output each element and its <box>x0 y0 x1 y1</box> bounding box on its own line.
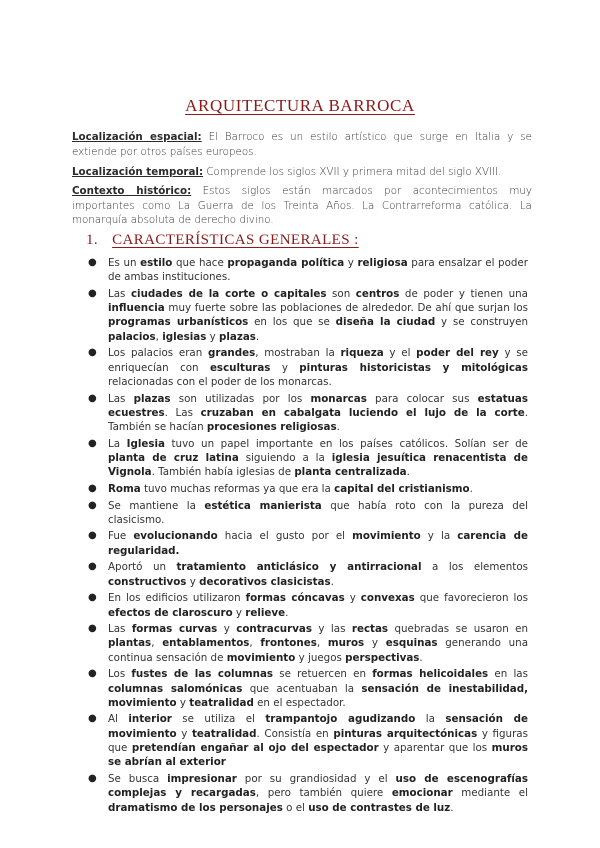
bullet-text: se utiliza el <box>171 713 266 726</box>
bullet-text: que favorecieron los <box>414 592 528 605</box>
bullet-text: . <box>406 466 410 479</box>
bold-term: procesiones religiosas <box>206 421 337 434</box>
list-item <box>72 256 528 285</box>
bold-term: poder del rey <box>416 347 499 360</box>
intro-text: Comprende los siglos XVII y primera mitad del siglo XVIII. <box>203 166 502 178</box>
bullet-text: siguiendo a la <box>238 452 332 465</box>
bullet-text: y juegos <box>295 651 346 664</box>
bullet-dot-icon: ● <box>88 772 97 784</box>
bullet-text: hacia el gusto por el <box>217 530 353 543</box>
bullet-text: son utilizadas por los <box>170 392 311 405</box>
list-item <box>72 712 528 769</box>
bold-term: pinturas arquitectónicas <box>333 727 478 740</box>
bullet-dot-icon: ● <box>88 482 97 494</box>
bold-term: uso de contrastes de luz <box>308 801 451 814</box>
bullet-text: y <box>186 575 200 588</box>
bullet-text: , <box>151 637 163 650</box>
bullet-text: que hace <box>172 257 228 269</box>
intro-label: Localización temporal: <box>72 166 204 178</box>
bullet-text: y <box>344 592 361 605</box>
list-item <box>72 437 528 480</box>
bullet-text: mediante el <box>452 787 528 800</box>
intro-spatial <box>72 130 532 159</box>
bold-term: monarcas <box>310 392 367 405</box>
bold-term: formas cóncavas <box>245 592 345 605</box>
bullet-text: en las <box>488 668 528 681</box>
bullet-text: . <box>336 421 340 434</box>
bullet-text: y <box>206 330 219 343</box>
bold-term: Roma <box>108 482 141 495</box>
bold-term: columnas salomónicas <box>108 682 243 695</box>
bullet-text: y <box>270 361 300 374</box>
intro-historical <box>72 184 532 228</box>
bold-term: planta centralizada <box>294 466 407 479</box>
list-item <box>72 591 528 620</box>
bold-term: sensación de movimiento <box>108 713 528 740</box>
bold-term: cruzaban en cabalgata luciendo el lujo de la corte <box>200 406 525 419</box>
bullet-text: y <box>217 623 237 636</box>
bullet-text: Los palacios eran <box>108 347 208 360</box>
bold-term: diseña la ciudad <box>335 316 436 329</box>
bold-term: plazas <box>133 392 171 405</box>
intro-text: Estos siglos están marcados por acontecimientos muy importantes como La Guerra de los Treinta Años. La Contrarreforma católica. La monarquía absoluta de derecho divino. <box>72 185 532 226</box>
bullet-text: son <box>326 287 356 300</box>
bold-term: planta de cruz latina <box>108 452 239 465</box>
bold-term: muros se abrían al exterior <box>108 742 528 769</box>
bold-term: estatuas ecuestres <box>108 392 528 419</box>
bullet-dot-icon: ● <box>88 561 97 573</box>
bold-term: carencia de regularidad. <box>108 530 529 557</box>
bullet-text: . <box>469 482 473 495</box>
bullet-text: y la <box>420 530 458 543</box>
bullet-text: , pero también quiere <box>255 787 392 800</box>
bullet-text: Aportó un <box>108 561 177 574</box>
bold-term: programas urbanísticos <box>108 316 249 329</box>
bold-term: plazas <box>218 330 256 343</box>
bullet-text: . También había iglesias de <box>151 466 295 479</box>
bold-term: contracurvas <box>236 623 312 636</box>
bullet-dot-icon: ● <box>88 347 97 359</box>
bullet-dot-icon: ● <box>88 437 97 449</box>
bold-term: fustes de las columnas <box>131 668 274 681</box>
bullet-text: para ensalzar el poder de ambas instituciones. <box>108 257 528 284</box>
bold-term: iglesias <box>162 330 207 343</box>
bullet-dot-icon: ● <box>88 623 97 635</box>
bold-term: efectos de claroscuro <box>108 606 233 619</box>
bullet-text: por su grandiosidad y el <box>236 772 396 785</box>
bold-term: interior <box>128 713 172 726</box>
bullet-text: . <box>450 801 454 814</box>
bullet-dot-icon: ● <box>88 287 97 299</box>
bullet-text: y <box>344 257 358 269</box>
bold-term: frontones <box>260 637 317 650</box>
document-title: ARQUITECTURA BARROCA <box>185 96 415 115</box>
bullet-text: La <box>108 437 127 450</box>
bullet-dot-icon: ● <box>88 713 97 725</box>
list-item <box>72 622 528 665</box>
bold-term: trampantojo agudizando <box>265 713 416 726</box>
bullet-text: . <box>255 330 260 343</box>
bold-term: perspectivas <box>345 651 420 664</box>
bullet-text: En los edificios utilizaron <box>108 592 246 605</box>
bullet-dot-icon: ● <box>88 592 97 604</box>
bullet-text: , mostraban la <box>255 347 341 360</box>
bold-term: Iglesia <box>126 437 165 450</box>
bullet-text: Las <box>108 287 131 300</box>
bold-term: formas helicoidales <box>372 668 489 681</box>
bullet-text: en los que se <box>248 316 336 329</box>
bold-term: propaganda política <box>227 257 345 269</box>
list-item <box>72 346 528 389</box>
bullet-text: Las <box>108 623 132 636</box>
section-number: 1. <box>86 232 99 248</box>
bullet-text: en el espectador. <box>253 696 346 709</box>
bullet-dot-icon: ● <box>88 499 97 511</box>
bold-term: impresionar <box>167 772 237 785</box>
bold-term: centros <box>355 287 400 300</box>
list-item <box>72 499 528 528</box>
bullet-text: generando una continua sensación de <box>108 637 529 664</box>
bold-term: esculturas <box>209 361 271 374</box>
bullet-text: quebradas se usaron en <box>388 623 529 636</box>
bullet-text: . Las <box>164 406 201 419</box>
bullet-text: Se busca <box>108 772 168 785</box>
bullet-text: a los elementos <box>421 561 528 574</box>
bullet-dot-icon: ● <box>88 530 97 542</box>
bold-term: teatralidad <box>189 696 254 709</box>
list-item <box>72 560 528 589</box>
bullet-dot-icon: ● <box>88 257 97 268</box>
bullet-text: tuvo un papel importante en los países católicos. Solían ser de <box>164 437 528 450</box>
bold-term: formas curvas <box>131 623 218 636</box>
bold-term: sensación de inestabilidad, movimiento <box>108 682 528 709</box>
bullet-text: , <box>249 637 261 650</box>
bold-term: influencia <box>108 302 165 315</box>
bullet-text: y <box>176 696 190 709</box>
bold-term: estilo <box>140 257 173 269</box>
list-item <box>72 287 528 344</box>
bullet-text: Las <box>108 392 134 405</box>
bold-term: pinturas historicistas y mitológicas <box>299 361 529 374</box>
bullet-text: y el <box>383 347 417 360</box>
bullet-text: se retuercen en <box>273 668 373 681</box>
bullet-text: muy fuerte sobre las poblaciones de alrededor. De ahí que surjan los <box>164 302 528 315</box>
list-item <box>72 772 528 815</box>
bold-term: rectas <box>351 623 389 636</box>
section-heading <box>86 232 359 249</box>
bullet-text: y se enriquecían con <box>108 347 528 374</box>
intro-text: El Barroco es un estilo artístico que surge en Italia y se extiende por otros países europeos. <box>72 131 533 158</box>
bold-term: evolucionando <box>133 530 218 543</box>
bold-term: relieve <box>245 606 286 619</box>
bullet-text: de poder y tienen una <box>399 287 528 300</box>
bullet-text: y <box>176 727 192 740</box>
bullet-text: la <box>415 713 446 726</box>
bold-term: muros <box>327 637 365 650</box>
bold-term: entablamentos <box>162 637 250 650</box>
list-item <box>72 529 528 558</box>
bullet-text: para colocar sus <box>366 392 478 405</box>
bold-term: movimiento <box>226 651 296 664</box>
bullet-text: Al <box>108 713 129 726</box>
bullet-text: Los <box>108 668 132 681</box>
bold-term: estética manierista <box>204 499 322 512</box>
bold-term: uso de escenografías complejas y recargadas <box>108 772 528 800</box>
bullet-text: o el <box>282 801 309 814</box>
bullet-text: y se construyen <box>435 316 529 329</box>
bullet-text: . <box>419 651 423 664</box>
intro-label: Contexto histórico: <box>72 185 192 197</box>
bullet-text: Es un <box>108 257 141 269</box>
bold-term: movimiento <box>352 530 421 543</box>
bold-term: capital del cristianismo <box>334 482 470 495</box>
bullet-text: y aparentar que los <box>378 742 492 755</box>
bullet-text: Fue <box>108 530 134 543</box>
bold-term: palacios <box>108 330 156 343</box>
bold-term: emocionar <box>391 787 453 800</box>
bullet-text: y <box>232 606 246 619</box>
bullet-text: , <box>155 330 163 343</box>
bullet-text: y figuras que <box>108 727 528 755</box>
bullet-text: , <box>316 637 328 650</box>
bullet-dot-icon: ● <box>88 668 97 680</box>
list-item <box>72 482 528 496</box>
bold-term: teatralidad <box>191 727 257 740</box>
bold-term: riqueza <box>340 347 384 360</box>
bold-term: convexas <box>360 592 415 605</box>
bold-term: tratamiento anticlásico y antirracional <box>176 561 422 574</box>
bullet-text: . Consistía en <box>256 727 334 740</box>
bold-term: religiosa <box>357 257 408 269</box>
list-item <box>72 392 528 435</box>
bold-term: grandes <box>208 347 256 360</box>
section-title: CARACTERÍSTICAS GENERALES : <box>112 232 359 248</box>
bullet-text: y las <box>312 623 352 636</box>
bold-term: iglesia jesuítica renacentista de Vignola <box>108 452 528 479</box>
bullet-text: relacionadas con el poder de los monarcas. <box>108 375 332 388</box>
bold-term: decorativos clasicistas <box>199 575 331 588</box>
list-item <box>72 667 528 710</box>
bold-term: dramatismo de los personajes <box>108 801 283 814</box>
bold-term: pretendían engañar al ojo del espectador <box>131 742 379 755</box>
characteristics-list <box>72 256 528 817</box>
bullet-text: Se mantiene la <box>108 499 205 512</box>
bullet-text: . <box>330 575 334 588</box>
bullet-text: . También se hacían <box>108 406 528 434</box>
bold-term: esquinas <box>385 637 438 650</box>
bullet-text: y <box>364 637 386 650</box>
bullet-text: . <box>285 606 289 619</box>
bold-term: plantas <box>108 637 152 650</box>
bullet-text: tuvo muchas reformas ya que era la <box>140 482 335 495</box>
bullet-text: que había roto con la pureza del clasicismo. <box>108 499 528 526</box>
bullet-text: que acentuaban la <box>242 682 362 695</box>
bold-term: ciudades de la corte o capitales <box>130 287 327 300</box>
bullet-dot-icon: ● <box>88 392 97 404</box>
intro-label: Localización espacial: <box>72 131 202 143</box>
bold-term: constructivos <box>108 575 187 588</box>
intro-temporal <box>72 165 532 180</box>
